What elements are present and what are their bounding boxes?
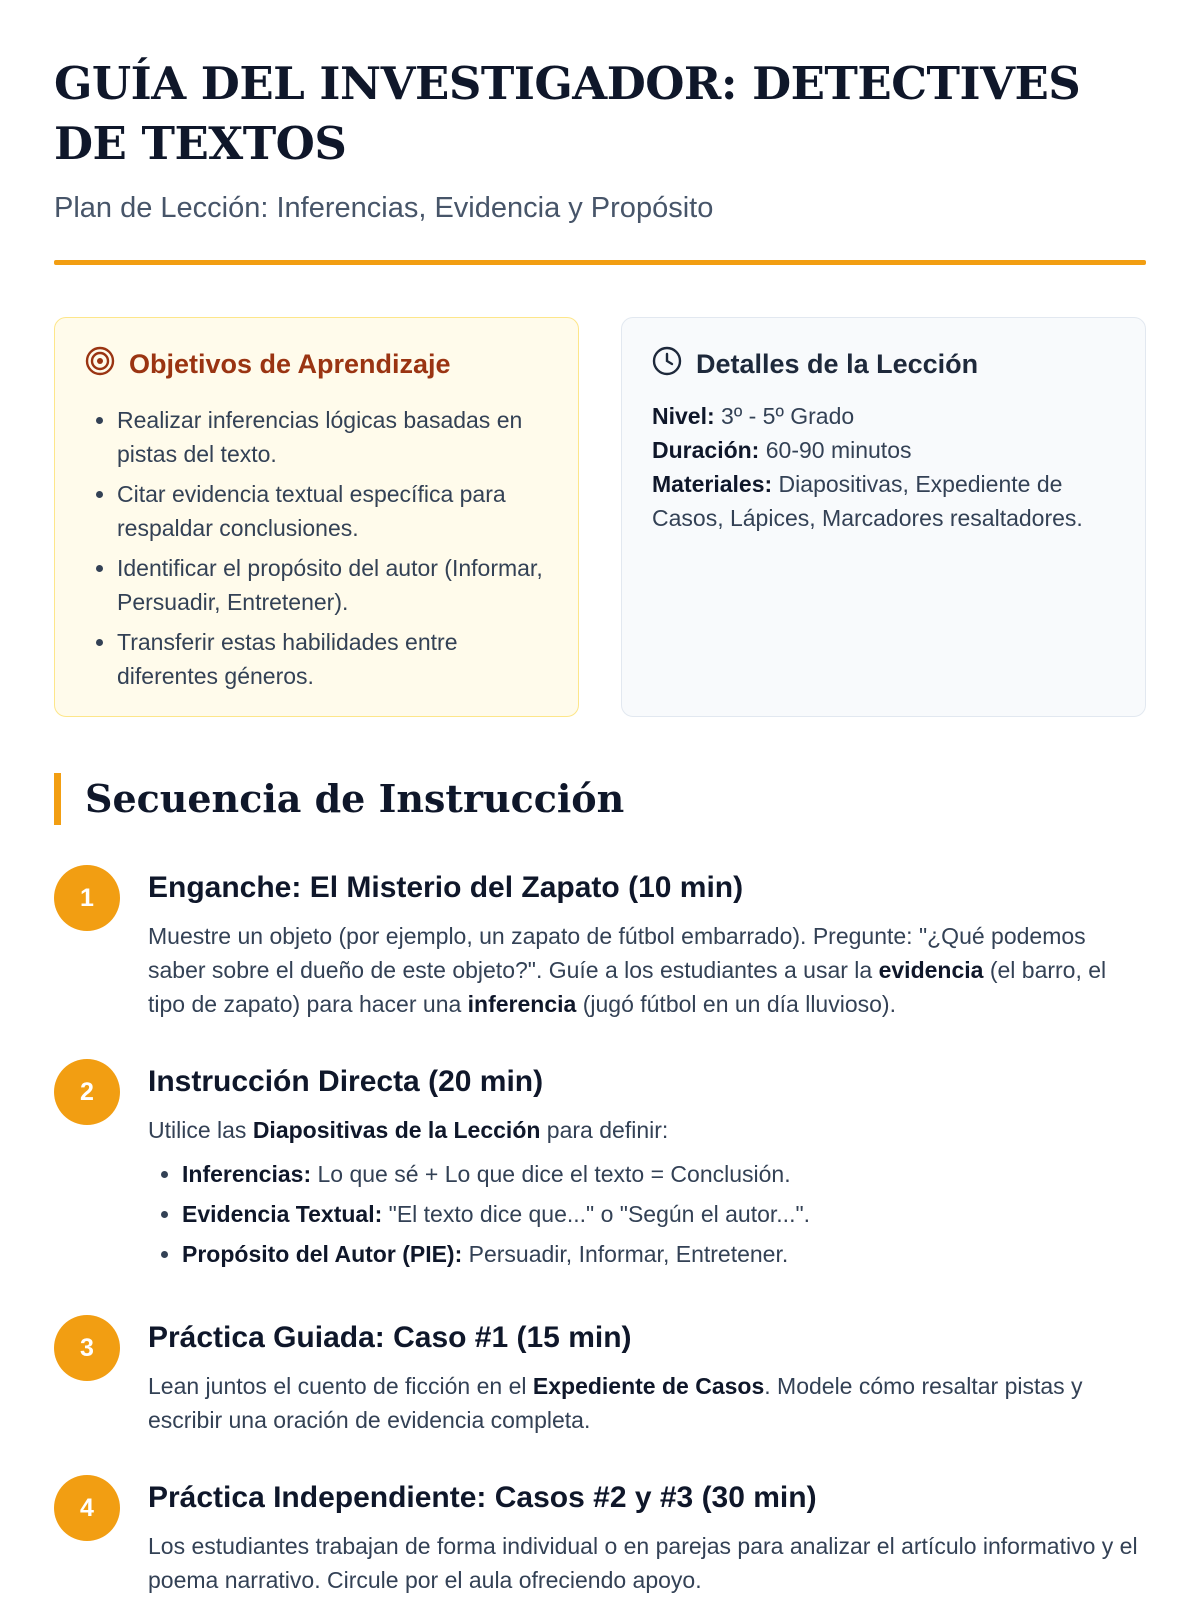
step-3 (54, 1315, 1146, 1437)
header-divider (54, 260, 1146, 265)
step-2 (54, 1059, 1146, 1277)
step-title: Instrucción Directa (20 min) (148, 1065, 544, 1098)
details-list (652, 399, 1115, 535)
details-heading: Detalles de la Lección (696, 349, 979, 379)
objectives-card (54, 317, 579, 717)
detail-level: Nivel: 3º - 5º Grado (652, 403, 855, 429)
clock-icon (652, 346, 682, 383)
step-bullet: • Inferencias: Lo que sé + Lo que dice el texto = Conclusión. (182, 1157, 1146, 1191)
step-number: 1 (54, 865, 120, 931)
step-bullets (148, 1157, 1146, 1271)
step-title: Enganche: El Misterio del Zapato (10 min) (148, 871, 744, 904)
step-number: 2 (54, 1059, 120, 1125)
step-number: 4 (54, 1475, 120, 1541)
detail-materials: Materiales: Diapositivas, Expediente de Casos, Lápices, Marcadores resaltadores. (652, 471, 1083, 531)
step-description: Lean juntos el cuento de ficción en el Expediente de Casos. Modele cómo resaltar pistas y escribir una oración de evidencia completa. (148, 1373, 1083, 1433)
details-card (621, 317, 1146, 717)
info-cards (54, 317, 1146, 717)
page-title: GUÍA DEL INVESTIGADOR: DETECTIVES DE TEXTOS (54, 57, 1081, 170)
objective-item: • Citar evidencia textual específica para respaldar conclusiones. (117, 477, 548, 545)
step-1 (54, 865, 1146, 1021)
step-description: Muestre un objeto (por ejemplo, un zapato de fútbol embarrado). Pregunte: "¿Qué podemos saber sobre el dueño de este objeto?". Guíe a los estudiantes a usar la evidencia (el barro, el tipo de zapato) para hacer una inferencia (jugó fútbol en un día lluvioso). (148, 923, 1107, 1017)
step-description: Los estudiantes trabajan de forma individual o en parejas para analizar el artículo informativo y el poema narrativo. Circule por el aula ofreciendo apoyo. (148, 1533, 1138, 1593)
step-title: Práctica Guiada: Caso #1 (15 min) (148, 1321, 632, 1354)
objective-item: • Realizar inferencias lógicas basadas en pistas del texto. (117, 403, 548, 471)
target-icon (85, 346, 115, 383)
page-subtitle: Plan de Lección: Inferencias, Evidencia y Propósito (54, 192, 714, 224)
objectives-list (85, 403, 548, 693)
objectives-header (85, 346, 548, 383)
step-bullet: • Evidencia Textual: "El texto dice que..." o "Según el autor...". (182, 1197, 1146, 1231)
objective-item: • Identificar el propósito del autor (Informar, Persuadir, Entretener). (117, 551, 548, 619)
objective-item: • Transferir estas habilidades entre diferentes géneros. (117, 625, 548, 693)
step-4 (54, 1475, 1146, 1597)
step-bullet: • Propósito del Autor (PIE): Persuadir, Informar, Entretener. (182, 1237, 1146, 1271)
objectives-heading: Objetivos de Aprendizaje (129, 349, 451, 379)
section-heading: Secuencia de Instrucción (54, 773, 1146, 825)
step-number: 3 (54, 1315, 120, 1381)
detail-duration: Duración: 60-90 minutos (652, 437, 912, 463)
details-header (652, 346, 1115, 383)
step-description: Utilice las Diapositivas de la Lección para definir: (148, 1117, 669, 1143)
step-title: Práctica Independiente: Casos #2 y #3 (30 min) (148, 1481, 817, 1514)
instruction-steps (54, 865, 1146, 1597)
